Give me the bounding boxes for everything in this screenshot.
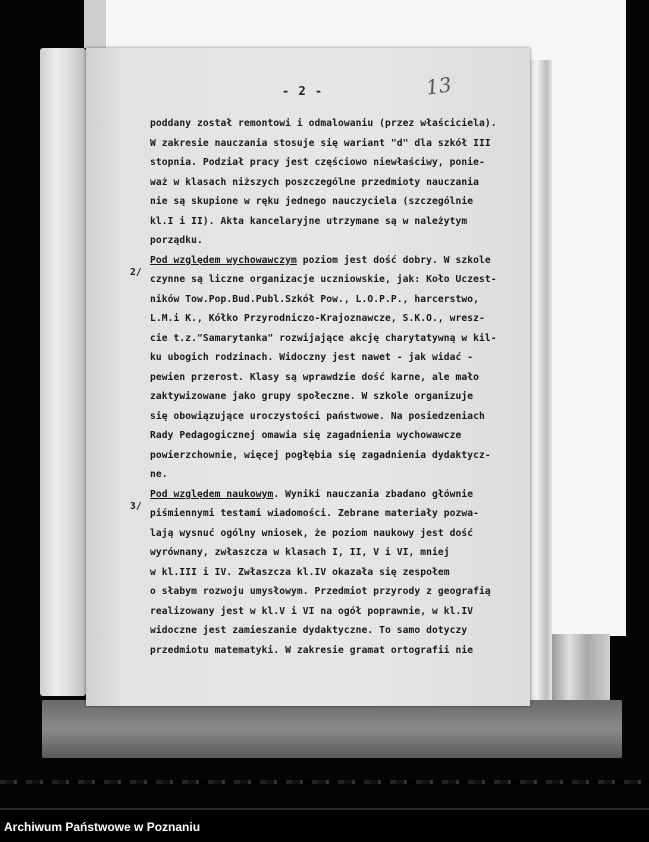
text-segment: czynne są liczne organizacje uczniowskie, jak: Koło Uczest- xyxy=(150,274,497,285)
text-line xyxy=(150,426,530,446)
text-segment: się obowiązujące uroczystości państwowe. Na posiedzeniach xyxy=(150,410,485,422)
back-sheet-edge xyxy=(84,0,106,48)
text-segment: lają wysnuć ogólny wniosek, że poziom naukowy jest dość xyxy=(150,527,474,539)
text-line: 2/ Pod względem wychowawczym poziom jest dość dobry. W szkole xyxy=(130,254,491,278)
text-line xyxy=(150,290,530,310)
text-line xyxy=(150,582,530,602)
text-line xyxy=(150,114,530,134)
text-segment: w kl.III i IV. Zwłaszcza kl.IV okazała się zespołem xyxy=(150,566,450,578)
text-segment: zaktywizowane jako grupy społeczne. W szkole organizuje xyxy=(150,391,474,402)
text-line xyxy=(150,173,530,193)
text-segment: powierzchownie, więcej pogłębia się zagadnienia dydaktycz- xyxy=(150,449,491,461)
text-segment: W zakresie nauczania stosuje się wariant "d" dla szkół III xyxy=(150,137,491,149)
text-line xyxy=(150,621,530,641)
text-line xyxy=(150,563,530,583)
text-segment: piśmiennymi testami wiadomości. Zebrane materiały pozwa- xyxy=(150,508,480,519)
text-segment: porządku. xyxy=(150,235,203,246)
text-segment: Rady Pedagogicznej omawia się zagadnienia wychowawcze xyxy=(150,430,462,441)
text-segment: stopnia. Podział pracy jest częściowo niewłaściwy, ponie- xyxy=(150,157,485,168)
text-line xyxy=(150,504,530,524)
document-page xyxy=(86,48,530,706)
text-segment: realizowany jest w kl.V i VI na ogół poprawnie, w kl.IV xyxy=(150,605,474,617)
archive-footer xyxy=(0,808,649,842)
text-line xyxy=(150,387,530,407)
text-line xyxy=(150,407,530,427)
text-line xyxy=(150,329,530,349)
archive-name: Archiwum Państwowe w Poznaniu xyxy=(4,820,201,834)
text-segment: ników Tow.Pop.Bud.Publ.Szkół Pow., L.O.P.P., harcerstwo, xyxy=(150,293,480,305)
text-segment: ku ubogich rodzinach. Widoczny jest nawet - jak widać - xyxy=(150,352,474,363)
text-segment: kl.I i II). Akta kancelaryjne utrzymane są w należytym xyxy=(150,215,468,227)
folio-number: 13 xyxy=(424,72,453,100)
text-line xyxy=(150,602,530,622)
text-line xyxy=(150,543,530,563)
section-heading: Pod względem naukowym xyxy=(150,488,274,500)
text-line xyxy=(150,368,530,388)
text-line xyxy=(150,641,530,661)
text-line xyxy=(150,446,530,466)
text-segment: ne. xyxy=(150,469,168,480)
text-segment: waż w klasach niższych poszczególne przedmioty nauczania xyxy=(150,176,480,188)
text-segment: o słabym rozwoju umysłowym. Przedmiot przyrody z geografią xyxy=(150,586,491,597)
text-line xyxy=(150,212,530,232)
text-line xyxy=(150,134,530,154)
text-line xyxy=(150,192,530,212)
text-line xyxy=(150,524,530,544)
scan-noise-strip xyxy=(0,780,649,784)
text-line: 3/ Pod względem naukowym. Wyniki nauczania zbadano głównie xyxy=(130,488,474,512)
text-segment: wyrównany, zwłaszcza w klasach I, II, V i VI, mniej xyxy=(150,547,450,558)
section-heading: Pod względem wychowawczym xyxy=(150,254,297,266)
text-line xyxy=(150,348,530,368)
text-segment: . Wyniki nauczania zbadano głównie xyxy=(273,488,474,500)
text-line xyxy=(150,309,530,329)
bottom-page-shadow xyxy=(42,700,622,758)
text-line xyxy=(150,153,530,173)
page-number: - 2 - xyxy=(282,84,324,98)
text-line xyxy=(150,270,530,290)
text-segment: poziom jest dość dobry. W szkole xyxy=(296,254,491,266)
text-line xyxy=(150,465,530,485)
right-binding-strip xyxy=(552,634,610,704)
text-segment: pewien przerost. Klasy są wprawdzie dość karne, ale mało xyxy=(150,371,480,383)
text-segment: widoczne jest zamieszanie dydaktyczne. To samo dotyczy xyxy=(150,625,468,636)
text-line xyxy=(150,231,530,251)
text-segment: cie t.z."Samarytanka" rozwijające akcję charytatywną w kil- xyxy=(150,332,497,344)
text-segment: nie są skupione w ręku jednego nauczyciela (szczególnie xyxy=(150,196,474,207)
text-segment: poddany został remontowi i odmalowaniu (przez właściciela). xyxy=(150,118,497,129)
left-folded-page xyxy=(40,48,86,696)
text-segment: L.M.i K., Kółko Przyrodniczo-Krajoznawcze, S.K.O., wresz- xyxy=(150,313,485,324)
typed-text-block xyxy=(130,114,530,660)
text-segment: przedmiotu matematyki. W zakresie gramat ortografii nie xyxy=(150,644,474,656)
